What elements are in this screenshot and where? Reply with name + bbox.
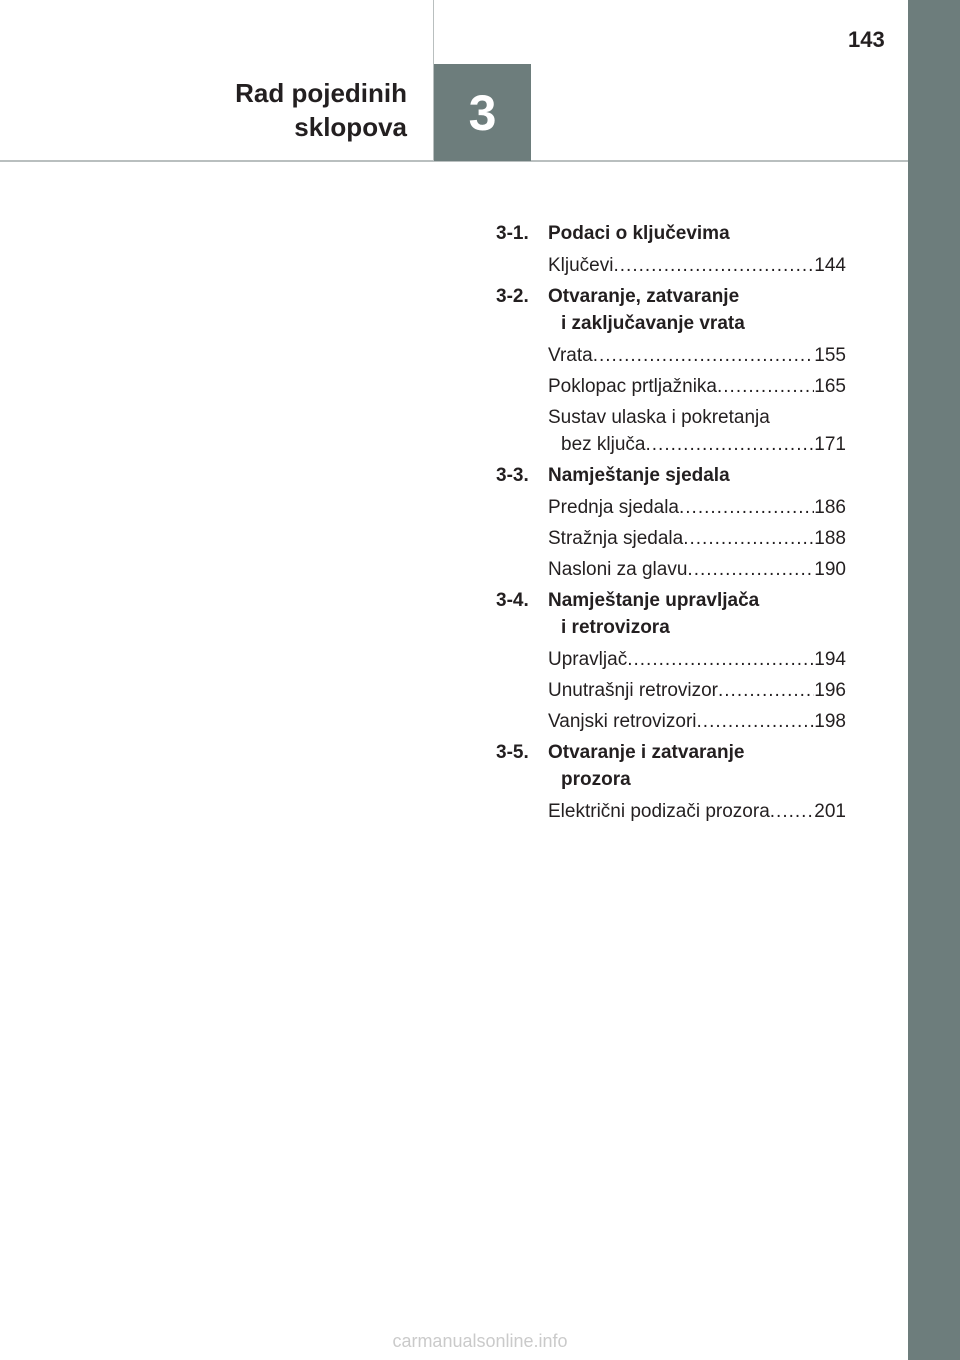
toc-entry-text: Unutrašnji retrovizor bbox=[548, 680, 718, 701]
toc-entry-page: 190 bbox=[814, 559, 846, 580]
toc-leader-dots bbox=[613, 252, 814, 279]
toc-entry-page: 165 bbox=[814, 376, 846, 397]
toc-section-title-line: i retrovizora bbox=[561, 617, 670, 638]
toc-section-title-line: Namještanje sjedala bbox=[548, 465, 730, 486]
toc-entry-text: Prednja sjedala bbox=[548, 497, 679, 518]
toc-leader-dots bbox=[593, 342, 815, 369]
toc-section-number: 3-5. bbox=[496, 742, 529, 763]
page-number: 143 bbox=[848, 27, 885, 52]
toc-leader-dots bbox=[697, 708, 815, 735]
chapter-title bbox=[235, 76, 407, 144]
toc-leader-dots bbox=[646, 431, 815, 458]
toc-leader-dots bbox=[683, 525, 814, 552]
toc-entry-page: 201 bbox=[814, 801, 846, 822]
toc-section-title bbox=[548, 462, 846, 489]
toc-entry-page: 155 bbox=[814, 345, 846, 366]
toc-entry[interactable] bbox=[548, 556, 846, 583]
toc-section-number: 3-2. bbox=[496, 286, 529, 307]
toc-leader-dots bbox=[627, 646, 814, 673]
toc-entry-page: 171 bbox=[814, 434, 846, 455]
toc-section bbox=[496, 739, 846, 793]
toc-section bbox=[496, 587, 846, 641]
toc-leader-dots bbox=[718, 677, 814, 704]
toc-entry[interactable] bbox=[548, 252, 846, 279]
toc-entry[interactable] bbox=[548, 494, 846, 521]
toc-section-title bbox=[548, 739, 846, 793]
toc-section-title-line: Otvaranje, zatvaranje bbox=[548, 286, 740, 307]
toc-section bbox=[496, 462, 846, 489]
chapter-side-tab bbox=[908, 0, 960, 1360]
toc-leader-dots bbox=[687, 556, 814, 583]
table-of-contents bbox=[496, 220, 846, 829]
toc-entry-page: 144 bbox=[814, 255, 846, 276]
toc-section-title-line: i zaključavanje vrata bbox=[561, 313, 745, 334]
toc-section bbox=[496, 283, 846, 337]
toc-entry-text: Električni podizači prozora bbox=[548, 801, 770, 822]
toc-entry-page: 186 bbox=[814, 497, 846, 518]
toc-entry[interactable] bbox=[548, 798, 846, 825]
toc-entry-page: 188 bbox=[814, 528, 846, 549]
toc-section-title bbox=[548, 587, 846, 641]
toc-section-title bbox=[548, 283, 846, 337]
toc-leader-dots bbox=[717, 373, 814, 400]
toc-entry[interactable] bbox=[548, 342, 846, 369]
toc-entry-text: Poklopac prtljažnika bbox=[548, 376, 717, 397]
toc-entry[interactable] bbox=[548, 525, 846, 552]
toc-entry-text: Stražnja sjedala bbox=[548, 528, 684, 549]
toc-entry-text: Upravljač bbox=[548, 649, 628, 670]
toc-entry[interactable] bbox=[548, 708, 846, 735]
toc-section bbox=[496, 220, 846, 247]
toc-entry-text: Nasloni za glavu bbox=[548, 559, 688, 580]
toc-leader-dots bbox=[770, 798, 815, 825]
toc-section-title-line: Otvaranje i zatvaranje bbox=[548, 742, 745, 763]
toc-section-number: 3-4. bbox=[496, 590, 529, 611]
toc-entry-page: 196 bbox=[814, 680, 846, 701]
toc-entry[interactable] bbox=[548, 677, 846, 704]
watermark: carmanualsonline.info bbox=[392, 1331, 568, 1351]
toc-entry-text: Vanjski retrovizori bbox=[548, 711, 697, 732]
toc-entry[interactable] bbox=[548, 373, 846, 400]
toc-entry-page: 198 bbox=[814, 711, 846, 732]
toc-entry-text-line: Sustav ulaska i pokretanja bbox=[548, 407, 770, 428]
toc-entry[interactable] bbox=[548, 646, 846, 673]
toc-entry-text: Ključevi bbox=[548, 255, 614, 276]
chapter-title-line2: sklopova bbox=[294, 112, 407, 142]
toc-section-title-line: prozora bbox=[561, 769, 631, 790]
toc-entry-page: 194 bbox=[814, 649, 846, 670]
chapter-number-box: 3 bbox=[434, 64, 531, 161]
chapter-title-line1: Rad pojedinih bbox=[235, 78, 407, 108]
toc-section-title-line: Namještanje upravljača bbox=[548, 590, 760, 611]
toc-section-title bbox=[548, 220, 846, 247]
toc-section-title-line: Podaci o ključevima bbox=[548, 223, 730, 244]
toc-section-number: 3-3. bbox=[496, 465, 529, 486]
toc-leader-dots bbox=[679, 494, 814, 521]
toc-entry-text: Vrata bbox=[548, 345, 593, 366]
toc-section-number: 3-1. bbox=[496, 223, 529, 244]
toc-entry-text: bez ključa bbox=[561, 434, 646, 455]
toc-entry[interactable] bbox=[548, 404, 846, 458]
